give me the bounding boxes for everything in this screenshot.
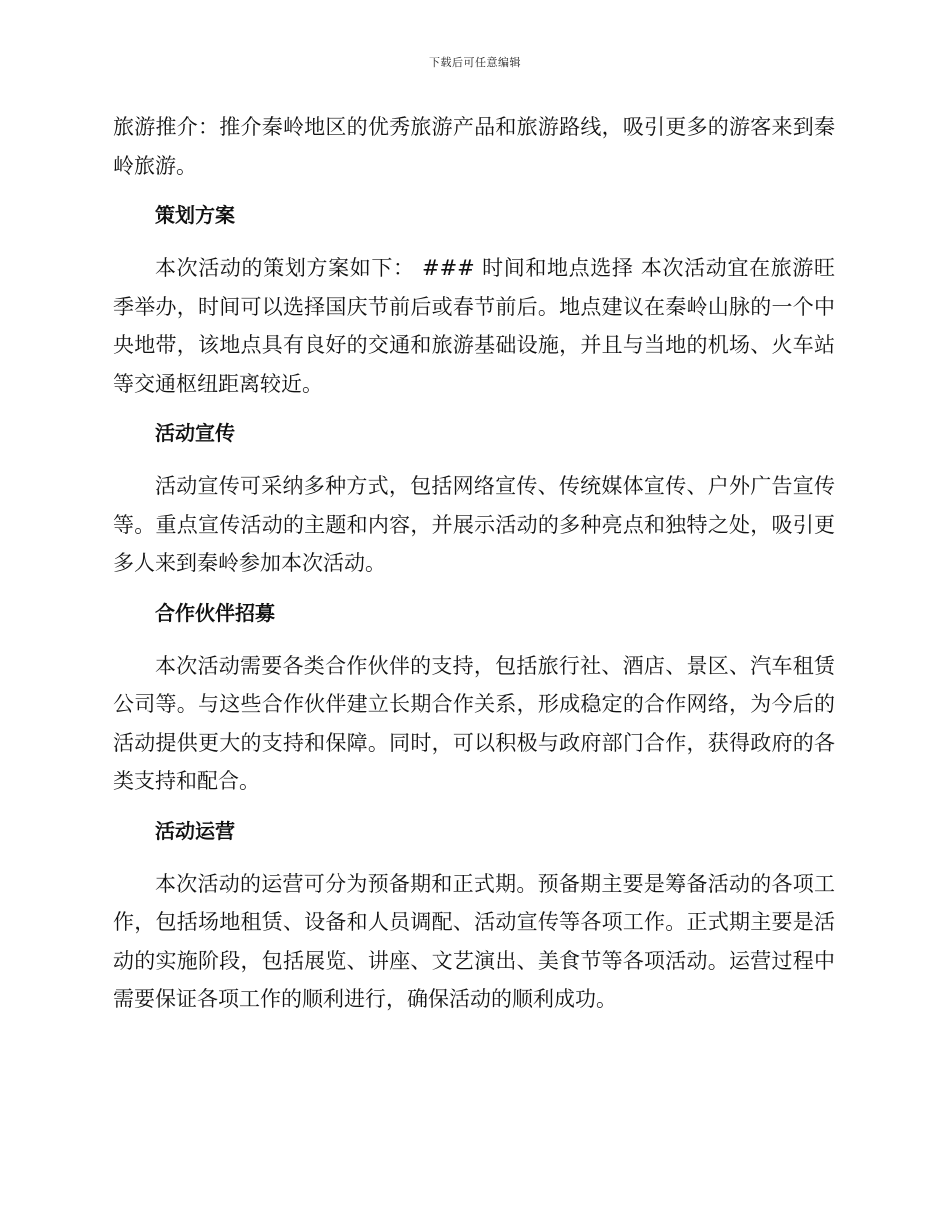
paragraph-operations: 本次活动的运营可分为预备期和正式期。预备期主要是筹备活动的各项工作，包括场地租赁、设备和人员调配、活动宣传等各项工作。正式期主要是活动的实施阶段，包括展览、讲座、文艺演出、美食节等各项活动。运营过程中需要保证各项工作的顺利进行，确保活动的顺利成功。 bbox=[113, 871, 835, 1011]
heading-planning: 策划方案 bbox=[155, 203, 235, 227]
heading-promotion: 活动宣传 bbox=[155, 421, 235, 445]
paragraph-partners: 本次活动需要各类合作伙伴的支持，包括旅行社、酒店、景区、汽车租赁公司等。与这些合作伙伴建立长期合作关系，形成稳定的合作网络，为今后的活动提供更大的支持和保障。同时，可以积极与政府部门合作，获得政府的各类支持和配合。 bbox=[113, 653, 835, 793]
paragraph-promotion: 活动宣传可采纳多种方式，包括网络宣传、传统媒体宣传、户外广告宣传等。重点宣传活动的主题和内容，并展示活动的多种亮点和独特之处，吸引更多人来到秦岭参加本次活动。 bbox=[113, 474, 835, 575]
heading-partners: 合作伙伴招募 bbox=[155, 600, 275, 625]
paragraph-planning: 本次活动的策划方案如下： ### 时间和地点选择 本次活动宜在旅游旺季举办，时间可以选择国庆节前后或春节前后。地点建议在秦岭山脉的一个中央地带，该地点具有良好的交通和旅游基础设施，并且与当地的机场、火车站等交通枢纽距离较近。 bbox=[113, 256, 835, 396]
heading-operations: 活动运营 bbox=[155, 818, 235, 843]
paragraph-tourism-promotion: 旅游推介：推介秦岭地区的优秀旅游产品和旅游路线，吸引更多的游客来到秦岭旅游。 bbox=[113, 115, 835, 178]
document-body bbox=[113, 108, 835, 1033]
page-header: 下载后可任意编辑 bbox=[429, 56, 521, 69]
